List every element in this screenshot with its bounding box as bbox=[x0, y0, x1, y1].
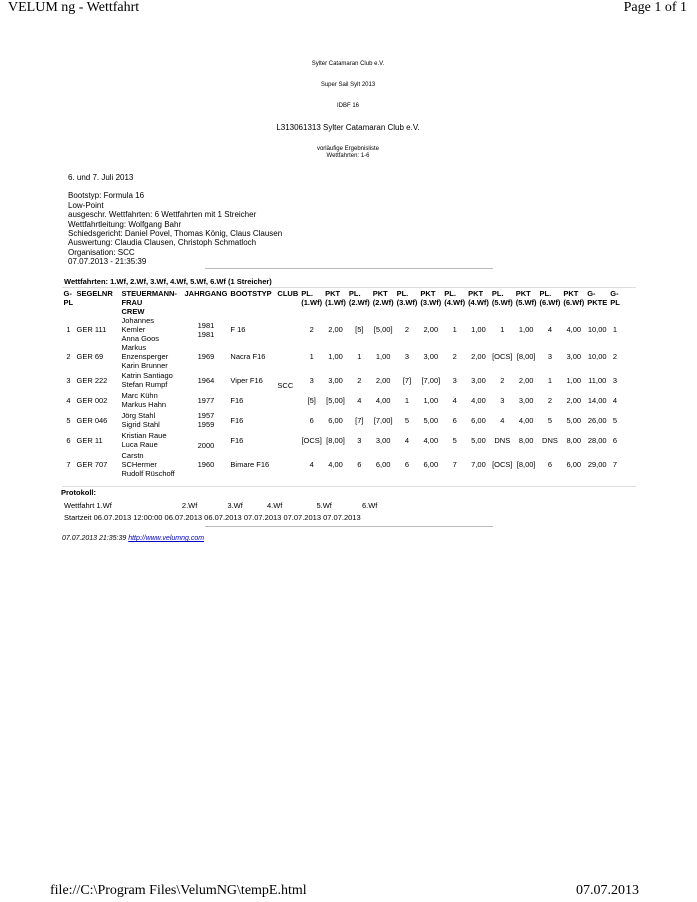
cell-pkt: 3,00 bbox=[518, 395, 534, 405]
cell-crew bbox=[120, 343, 183, 370]
cell-pkt: 4,00 bbox=[375, 395, 391, 405]
cell-club bbox=[276, 343, 300, 370]
cell-crew bbox=[120, 390, 183, 410]
col-segelnr: SEGELNR bbox=[76, 289, 113, 298]
col-jahrgang: JAHRGANG bbox=[184, 289, 228, 298]
cell-pkt: 2,00 bbox=[471, 352, 486, 361]
col-gpkte: G- PKTE bbox=[587, 289, 608, 307]
footer-stamp bbox=[62, 535, 204, 542]
cell-sail: GER 002 bbox=[76, 395, 108, 405]
club-value: SCC bbox=[277, 380, 294, 390]
cell-boat: F16 bbox=[230, 415, 244, 425]
cell-gpkte: 28,00 bbox=[587, 435, 607, 445]
cell-pl: 1 bbox=[404, 395, 410, 405]
print-file-path: file://C:\Program Files\VelumNG\tempE.html bbox=[50, 883, 307, 898]
results-heading: Wettfahrten: 1.Wf, 2.Wf, 3.Wf, 4.Wf, 5.Wf, 6.Wf (1 Streicher) bbox=[64, 277, 272, 286]
cell-pkt: 4,00 bbox=[566, 325, 582, 334]
info-line: Wettfahrtleitung: Wolfgang Bahr bbox=[68, 219, 182, 229]
crew-name: Markus bbox=[121, 343, 147, 352]
cell-pl: [OCS] bbox=[492, 459, 513, 469]
col-gpl: G- PL bbox=[63, 289, 74, 307]
year-value: 1969 bbox=[197, 352, 215, 361]
cell-crew bbox=[120, 410, 183, 430]
reference-line: L313061313 Sylter Catamaran Club e.V. bbox=[276, 123, 420, 132]
race-4: 4.Wf bbox=[266, 501, 283, 510]
cell-pkt: 1,00 bbox=[566, 375, 582, 385]
crew-name: Rudolf Rüschoff bbox=[121, 468, 175, 478]
cell-pkt: 6,00 bbox=[375, 459, 391, 469]
cell-boat: Bimare F16 bbox=[230, 459, 270, 469]
cell-pkt: 8,00 bbox=[518, 435, 534, 445]
cell-pl: [OCS] bbox=[301, 435, 322, 445]
cell-pl: 1 bbox=[452, 325, 457, 334]
cell-pl: 6 bbox=[357, 459, 362, 469]
cell-gpl-right: 4 bbox=[612, 395, 618, 405]
cell-year bbox=[183, 390, 229, 410]
year-value: 1959 bbox=[197, 420, 215, 429]
cell-gpkte: 10,00 bbox=[587, 352, 607, 361]
cell-pkt: 2,00 bbox=[328, 325, 343, 334]
cell-pkt: 3,00 bbox=[423, 352, 439, 361]
cell-pl: 4 bbox=[404, 435, 410, 445]
cell-pl: 3 bbox=[404, 352, 410, 361]
col-bootstyp: BOOTSTYP bbox=[230, 289, 272, 298]
cell-boat: F16 bbox=[230, 435, 244, 445]
cell-pl: 1 bbox=[500, 325, 505, 334]
table-row bbox=[62, 370, 621, 390]
results-body bbox=[62, 316, 621, 478]
cell-pkt: 6,00 bbox=[423, 459, 439, 469]
col-pkt6: PKT (6.Wf) bbox=[563, 289, 585, 307]
cell-pkt: 4,00 bbox=[423, 435, 439, 445]
cell-pkt: 1,00 bbox=[375, 352, 391, 361]
start-1: 06.07.2013 12:00:00 bbox=[93, 513, 163, 522]
cell-pl: [7] bbox=[355, 415, 364, 425]
crew-name: Marc Kühn bbox=[121, 391, 158, 400]
cell-gpl-right: 3 bbox=[612, 375, 618, 385]
crew-name: Stefan Rumpf bbox=[121, 380, 168, 389]
cell-pkt: 5,00 bbox=[423, 415, 439, 425]
cell-pkt: [7,00] bbox=[421, 375, 441, 385]
cell-gpkte: 14,00 bbox=[587, 395, 607, 405]
info-line: ausgeschr. Wettfahrten: 6 Wettfahrten mit 1 Streicher bbox=[68, 210, 257, 220]
col-pl4: PL. (4.Wf) bbox=[444, 289, 466, 307]
table-row bbox=[62, 316, 621, 343]
cell-crew bbox=[120, 370, 183, 390]
print-page-number: Page 1 of 1 bbox=[623, 0, 687, 15]
cell-gpl: 1 bbox=[66, 325, 71, 334]
idbf-label: IDBF 16 bbox=[336, 103, 359, 109]
race-1: 1.Wf bbox=[96, 501, 112, 510]
cell-pkt: 4,00 bbox=[518, 415, 534, 425]
cell-pl: 6 bbox=[452, 415, 457, 425]
table-row bbox=[62, 430, 621, 450]
info-line: Low-Point bbox=[68, 200, 104, 210]
cell-pl: 5 bbox=[404, 415, 410, 425]
crew-name: Johannes bbox=[121, 316, 155, 325]
year-value: 1957 bbox=[197, 411, 215, 420]
cell-sail: GER 046 bbox=[76, 415, 108, 425]
cell-pl: 4 bbox=[357, 395, 362, 405]
cell-pkt: 6,00 bbox=[471, 415, 486, 425]
crew-name: Sigrid Stahl bbox=[121, 420, 160, 429]
cell-club bbox=[276, 430, 300, 450]
cell-gpkte: 11,00 bbox=[588, 375, 607, 385]
start-3: 06.07.2013 bbox=[204, 513, 242, 522]
cell-pkt: 8,00 bbox=[566, 435, 582, 445]
cell-club bbox=[276, 316, 300, 343]
races-line: Wettfahrten: 1-6 bbox=[326, 153, 370, 159]
cell-boat: Nacra F16 bbox=[230, 352, 266, 361]
cell-pl: 6 bbox=[309, 415, 314, 425]
protocol-starts-row bbox=[64, 513, 361, 522]
cell-pl: DNS bbox=[494, 435, 511, 445]
cell-gpl-right: 1 bbox=[612, 325, 618, 334]
col-pl6: PL. (6.Wf) bbox=[539, 289, 561, 307]
cell-gpkte: 10,00 bbox=[587, 325, 607, 334]
cell-pl: 4 bbox=[309, 459, 314, 469]
table-row bbox=[62, 410, 621, 430]
cell-gpkte: 26,00 bbox=[587, 415, 607, 425]
start-4: 07.07.2013 bbox=[243, 513, 282, 522]
print-date: 07.07.2013 bbox=[576, 883, 639, 898]
col-pkt2: PKT (2.Wf) bbox=[372, 289, 394, 307]
cell-year bbox=[183, 430, 229, 450]
cell-boat: F16 bbox=[230, 395, 244, 405]
cell-pl: 4 bbox=[452, 395, 457, 405]
status-line: vorläufige Ergebnisliste bbox=[316, 146, 380, 152]
cell-pl: 3 bbox=[452, 375, 457, 385]
results-table bbox=[62, 289, 621, 478]
start-6: 07.07.2013 bbox=[323, 513, 361, 522]
cell-pl: 3 bbox=[547, 352, 553, 361]
cell-gpl: 7 bbox=[66, 459, 71, 469]
cell-pkt: 1,00 bbox=[471, 325, 486, 334]
col-pkt1: PKT (1.Wf) bbox=[325, 289, 346, 307]
col-pkt5: PKT (5.Wf) bbox=[515, 289, 537, 307]
cell-pkt: [8,00] bbox=[516, 459, 536, 469]
cell-pl: 4 bbox=[500, 415, 505, 425]
cell-pl: 7 bbox=[452, 459, 457, 469]
cell-pkt: 2,00 bbox=[566, 395, 582, 405]
cell-pkt: [5,00] bbox=[373, 325, 393, 334]
protocol-title: Protokoll: bbox=[61, 488, 96, 497]
divider bbox=[205, 268, 493, 269]
crew-name: Markus Hahn bbox=[121, 400, 167, 409]
cell-pl: 3 bbox=[357, 435, 362, 445]
divider bbox=[62, 486, 636, 487]
cell-gpl: 3 bbox=[66, 375, 71, 385]
cell-pkt: 3,00 bbox=[328, 375, 343, 385]
event-dates: 6. und 7. Juli 2013 bbox=[68, 173, 134, 182]
cell-pkt: 3,00 bbox=[566, 352, 582, 361]
cell-pkt: [8,00] bbox=[516, 352, 536, 361]
col-pl5: PL. (5.Wf) bbox=[491, 289, 513, 307]
protocol-races-row bbox=[64, 501, 377, 510]
velumng-link[interactable]: http://www.velumng.com bbox=[128, 535, 205, 542]
crew-name: Jörg Stahl bbox=[121, 411, 156, 420]
cell-pl: [5] bbox=[355, 325, 364, 334]
club-name: Sylter Catamaran Club e.V. bbox=[311, 61, 385, 67]
race-label: Wettfahrt bbox=[64, 501, 95, 510]
print-title: VELUM ng - Wettfahrt bbox=[8, 0, 140, 15]
cell-boat: Viper F16 bbox=[230, 375, 263, 385]
cell-pkt: 2,00 bbox=[518, 375, 534, 385]
cell-pkt: [8,00] bbox=[326, 435, 345, 445]
cell-pl: 2 bbox=[309, 325, 314, 334]
cell-sail: GER 69 bbox=[76, 352, 104, 361]
event-name: Super Sail Sylt 2013 bbox=[320, 82, 376, 88]
event-info bbox=[68, 173, 282, 267]
cell-pkt: 4,00 bbox=[471, 395, 486, 405]
cell-pl: 4 bbox=[547, 325, 553, 334]
cell-year bbox=[183, 410, 229, 430]
col-club: CLUB bbox=[277, 289, 299, 298]
cell-pl: 2 bbox=[452, 352, 457, 361]
start-2: 06.07.2013 bbox=[164, 513, 203, 522]
info-line: Organisation: SCC bbox=[68, 247, 135, 257]
cell-gpl: 5 bbox=[66, 415, 71, 425]
cell-year bbox=[183, 370, 229, 390]
year-value: 1977 bbox=[197, 395, 215, 405]
cell-pkt: 1,00 bbox=[518, 325, 534, 334]
info-line: Auswertung: Claudia Clausen, Christoph Schmatloch bbox=[68, 238, 257, 248]
year-value: 1981 bbox=[197, 320, 215, 330]
cell-pl: 5 bbox=[452, 435, 457, 445]
cell-pkt: 3,00 bbox=[375, 435, 391, 445]
cell-pkt: 4,00 bbox=[328, 459, 343, 469]
cell-pkt: 7,00 bbox=[471, 459, 486, 469]
info-line: Schiedsgericht: Daniel Povel, Thomas König, Claus Clausen bbox=[68, 229, 283, 239]
race-2: 2.Wf bbox=[181, 501, 198, 510]
cell-pkt: [7,00] bbox=[373, 415, 393, 425]
cell-pkt: 5,00 bbox=[471, 435, 486, 445]
cell-pl: [7] bbox=[402, 375, 412, 385]
cell-sail: GER 11 bbox=[76, 435, 103, 445]
cell-crew bbox=[120, 316, 183, 343]
divider bbox=[205, 526, 493, 527]
cell-pl: 1 bbox=[357, 352, 362, 361]
cell-pl: 3 bbox=[309, 375, 314, 385]
cell-pkt: 1,00 bbox=[328, 352, 343, 361]
cell-gpl-right: 2 bbox=[612, 352, 618, 361]
cell-pkt: 2,00 bbox=[423, 325, 439, 334]
crew-name: Anna Goos bbox=[121, 334, 160, 343]
cell-pl: [OCS] bbox=[492, 352, 513, 361]
col-crew: STEUERMANN- FRAU CREW bbox=[121, 289, 177, 316]
crew-name: Kristian Raue bbox=[121, 431, 167, 440]
cell-gpl-right: 7 bbox=[612, 459, 618, 469]
year-value: 1981 bbox=[197, 329, 215, 339]
table-row bbox=[62, 390, 621, 410]
year-value: 2000 bbox=[197, 441, 215, 450]
cell-pkt: 3,00 bbox=[471, 375, 486, 385]
crew-name: Carstn bbox=[121, 450, 144, 460]
race-5: 5.Wf bbox=[316, 501, 332, 510]
cell-club bbox=[276, 370, 300, 390]
crew-name: Katrin Santiago bbox=[121, 371, 173, 380]
cell-boat: F 16 bbox=[230, 325, 246, 334]
crew-name: Kemler bbox=[121, 325, 146, 334]
cell-gpl-right: 6 bbox=[612, 435, 618, 445]
info-line: Bootstyp: Formula 16 bbox=[68, 191, 145, 201]
cell-pl: DNS bbox=[542, 435, 558, 445]
cell-pl: 2 bbox=[547, 395, 553, 405]
cell-club bbox=[276, 390, 300, 410]
cell-gpl-right: 5 bbox=[612, 415, 618, 425]
cell-gpl: 6 bbox=[66, 435, 71, 445]
race-3: 3.Wf bbox=[227, 501, 243, 510]
col-pkt4: PKT (4.Wf) bbox=[468, 289, 489, 307]
race-6: 6.Wf bbox=[361, 501, 378, 510]
cell-pl: 1 bbox=[309, 352, 314, 361]
cell-pl: 6 bbox=[404, 459, 410, 469]
cell-pl: 2 bbox=[500, 375, 505, 385]
cell-pkt: 1,00 bbox=[423, 395, 439, 405]
table-row bbox=[62, 343, 621, 370]
cell-pl: 3 bbox=[500, 395, 505, 405]
cell-sail: GER 222 bbox=[76, 375, 108, 385]
col-pkt3: PKT (3.Wf) bbox=[420, 289, 442, 307]
cell-crew bbox=[120, 430, 183, 450]
crew-name: SCHermer bbox=[121, 459, 157, 469]
cell-year bbox=[183, 343, 229, 370]
cell-pkt: 5,00 bbox=[566, 415, 582, 425]
cell-gpl: 2 bbox=[66, 352, 71, 361]
cell-gpkte: 29,00 bbox=[587, 459, 607, 469]
cell-pkt: 6,00 bbox=[328, 415, 343, 425]
cell-pl: [5] bbox=[307, 395, 316, 405]
cell-year bbox=[183, 450, 229, 478]
cell-pl: 6 bbox=[547, 459, 553, 469]
cell-pl: 2 bbox=[357, 375, 362, 385]
col-pl3: PL. (3.Wf) bbox=[396, 289, 418, 307]
cell-pkt: 2,00 bbox=[375, 375, 391, 385]
divider bbox=[62, 287, 636, 288]
crew-name: Enzensperger bbox=[121, 352, 169, 361]
cell-year bbox=[183, 316, 229, 343]
stamp-time: 07.07.2013 21:35:39 bbox=[62, 535, 127, 542]
col-pl1: PL. (1.Wf) bbox=[301, 289, 323, 307]
year-value: 1964 bbox=[197, 375, 215, 385]
start-5: 07.07.2013 bbox=[283, 513, 321, 522]
cell-pl: 5 bbox=[547, 415, 553, 425]
table-row bbox=[62, 450, 621, 478]
header-row bbox=[62, 289, 621, 316]
cell-pkt: 6,00 bbox=[566, 459, 582, 469]
cell-pl: 2 bbox=[404, 325, 410, 334]
col-pl2: PL. (2.Wf) bbox=[348, 289, 370, 307]
cell-club bbox=[276, 450, 300, 478]
year-value: 1960 bbox=[197, 459, 215, 469]
cell-club bbox=[276, 410, 300, 430]
cell-sail: GER 111 bbox=[76, 325, 107, 334]
cell-pl: 1 bbox=[547, 375, 553, 385]
cell-sail: GER 707 bbox=[76, 459, 108, 469]
start-label: Startzeit bbox=[64, 513, 92, 522]
crew-name: Karin Brunner bbox=[121, 361, 168, 370]
col-gpl-right: G- PL bbox=[610, 289, 620, 307]
info-line: 07.07.2013 - 21:35:39 bbox=[68, 257, 147, 267]
cell-pkt: [5,00] bbox=[326, 395, 345, 405]
cell-crew bbox=[120, 450, 183, 478]
cell-gpl: 4 bbox=[66, 395, 71, 405]
crew-name: Luca Raue bbox=[121, 440, 158, 449]
